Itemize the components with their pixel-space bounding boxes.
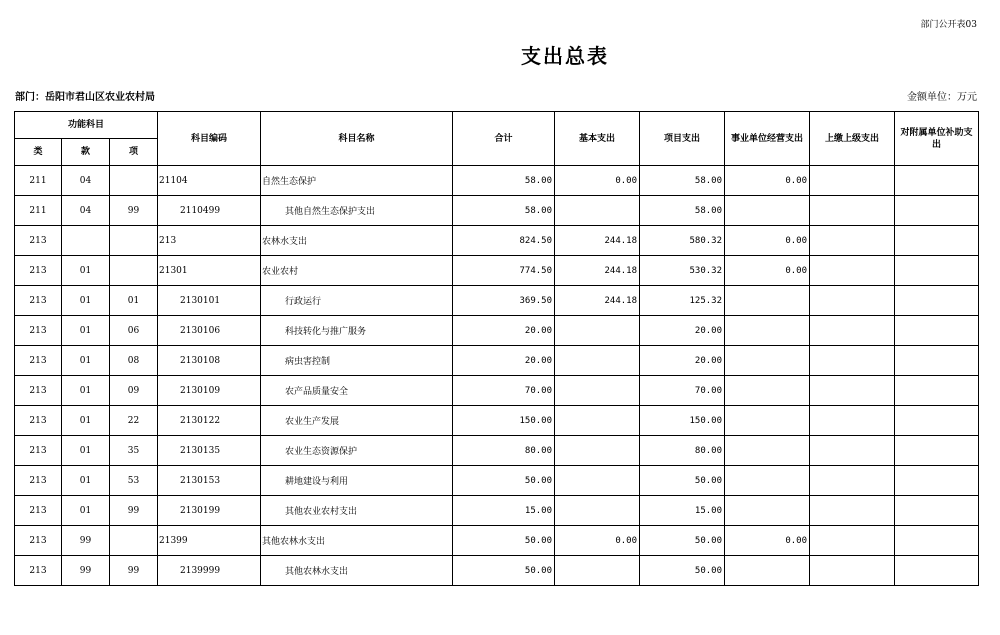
table-row xyxy=(15,226,979,256)
cell-kuan: 04 xyxy=(62,196,110,226)
cell-upper xyxy=(810,346,895,376)
cell-upper xyxy=(810,436,895,466)
cell-name: 自然生态保护 xyxy=(261,166,453,196)
header-total: 合计 xyxy=(453,112,555,166)
cell-lei: 211 xyxy=(15,196,62,226)
cell-xiang xyxy=(110,256,158,286)
cell-basic: 244.18 xyxy=(555,226,640,256)
cell-name: 农业农村 xyxy=(261,256,453,286)
cell-name: 农产品质量安全 xyxy=(261,376,453,406)
cell-enterprise xyxy=(725,466,810,496)
cell-basic: 244.18 xyxy=(555,286,640,316)
cell-total: 20.00 xyxy=(453,316,555,346)
cell-name: 其他自然生态保护支出 xyxy=(261,196,453,226)
header-code: 科目编码 xyxy=(158,112,261,166)
cell-subsidy xyxy=(895,406,979,436)
cell-basic xyxy=(555,406,640,436)
cell-xiang: 08 xyxy=(110,346,158,376)
cell-subsidy xyxy=(895,496,979,526)
cell-project: 58.00 xyxy=(640,166,725,196)
cell-enterprise xyxy=(725,436,810,466)
cell-code: 21301 xyxy=(158,256,261,286)
cell-code: 2130135 xyxy=(158,436,261,466)
cell-upper xyxy=(810,196,895,226)
cell-subsidy xyxy=(895,376,979,406)
cell-total: 15.00 xyxy=(453,496,555,526)
cell-code: 2110499 xyxy=(158,196,261,226)
table-header xyxy=(15,112,979,166)
cell-project: 58.00 xyxy=(640,196,725,226)
cell-name: 科技转化与推广服务 xyxy=(261,316,453,346)
cell-total: 369.50 xyxy=(453,286,555,316)
cell-xiang: 99 xyxy=(110,196,158,226)
cell-lei: 213 xyxy=(15,286,62,316)
header-name: 科目名称 xyxy=(261,112,453,166)
cell-xiang: 53 xyxy=(110,466,158,496)
cell-total: 774.50 xyxy=(453,256,555,286)
cell-project: 580.32 xyxy=(640,226,725,256)
cell-enterprise xyxy=(725,286,810,316)
cell-upper xyxy=(810,406,895,436)
cell-code: 2130153 xyxy=(158,466,261,496)
header-subsidy: 对附属单位补助支出 xyxy=(895,112,979,166)
cell-subsidy xyxy=(895,256,979,286)
cell-basic xyxy=(555,196,640,226)
cell-subsidy xyxy=(895,196,979,226)
table-row xyxy=(15,286,979,316)
cell-total: 58.00 xyxy=(453,166,555,196)
cell-name: 农业生态资源保护 xyxy=(261,436,453,466)
cell-code: 2139999 xyxy=(158,556,261,586)
cell-name: 耕地建设与利用 xyxy=(261,466,453,496)
cell-upper xyxy=(810,526,895,556)
cell-lei: 213 xyxy=(15,556,62,586)
cell-total: 824.50 xyxy=(453,226,555,256)
cell-name: 其他农业农村支出 xyxy=(261,496,453,526)
department-label: 部门：岳阳市君山区农业农村局 xyxy=(15,92,155,103)
header-enterprise: 事业单位经营支出 xyxy=(725,112,810,166)
cell-total: 50.00 xyxy=(453,556,555,586)
cell-subsidy xyxy=(895,166,979,196)
table-row xyxy=(15,256,979,286)
cell-upper xyxy=(810,226,895,256)
table-row xyxy=(15,406,979,436)
cell-xiang: 99 xyxy=(110,496,158,526)
cell-enterprise xyxy=(725,196,810,226)
cell-code: 213 xyxy=(158,226,261,256)
cell-lei: 213 xyxy=(15,436,62,466)
cell-name: 行政运行 xyxy=(261,286,453,316)
cell-xiang xyxy=(110,166,158,196)
cell-project: 125.32 xyxy=(640,286,725,316)
cell-lei: 213 xyxy=(15,526,62,556)
cell-lei: 213 xyxy=(15,226,62,256)
cell-enterprise xyxy=(725,316,810,346)
cell-lei: 213 xyxy=(15,316,62,346)
cell-upper xyxy=(810,466,895,496)
cell-upper xyxy=(810,376,895,406)
cell-name: 农林水支出 xyxy=(261,226,453,256)
table-row xyxy=(15,316,979,346)
cell-kuan: 01 xyxy=(62,376,110,406)
cell-subsidy xyxy=(895,316,979,346)
cell-kuan: 01 xyxy=(62,286,110,316)
cell-code: 2130109 xyxy=(158,376,261,406)
header-project: 项目支出 xyxy=(640,112,725,166)
table-row xyxy=(15,496,979,526)
table-row xyxy=(15,466,979,496)
form-number: 部门公开表03 xyxy=(920,20,977,30)
cell-lei: 213 xyxy=(15,466,62,496)
cell-name: 其他农林水支出 xyxy=(261,526,453,556)
header-func-subject: 功能科目 xyxy=(15,112,158,139)
table-row xyxy=(15,556,979,586)
cell-code: 2130122 xyxy=(158,406,261,436)
cell-xiang: 35 xyxy=(110,436,158,466)
cell-lei: 213 xyxy=(15,346,62,376)
header-lei: 类 xyxy=(15,139,62,166)
cell-total: 150.00 xyxy=(453,406,555,436)
cell-subsidy xyxy=(895,526,979,556)
cell-project: 150.00 xyxy=(640,406,725,436)
cell-project: 530.32 xyxy=(640,256,725,286)
cell-subsidy xyxy=(895,226,979,256)
table-row xyxy=(15,526,979,556)
cell-kuan: 04 xyxy=(62,166,110,196)
cell-xiang: 06 xyxy=(110,316,158,346)
expenditure-table xyxy=(14,111,979,586)
cell-total: 70.00 xyxy=(453,376,555,406)
cell-kuan: 99 xyxy=(62,526,110,556)
cell-subsidy xyxy=(895,466,979,496)
cell-kuan: 01 xyxy=(62,466,110,496)
table-body xyxy=(15,166,979,586)
cell-upper xyxy=(810,316,895,346)
cell-code: 21399 xyxy=(158,526,261,556)
cell-total: 80.00 xyxy=(453,436,555,466)
cell-kuan: 99 xyxy=(62,556,110,586)
cell-project: 15.00 xyxy=(640,496,725,526)
cell-upper xyxy=(810,166,895,196)
cell-kuan xyxy=(62,226,110,256)
cell-enterprise xyxy=(725,556,810,586)
cell-total: 50.00 xyxy=(453,526,555,556)
cell-total: 50.00 xyxy=(453,466,555,496)
cell-basic xyxy=(555,346,640,376)
cell-basic xyxy=(555,376,640,406)
cell-enterprise: 0.00 xyxy=(725,226,810,256)
cell-code: 2130108 xyxy=(158,346,261,376)
cell-basic xyxy=(555,316,640,346)
cell-upper xyxy=(810,496,895,526)
cell-upper xyxy=(810,286,895,316)
cell-enterprise: 0.00 xyxy=(725,256,810,286)
cell-xiang: 01 xyxy=(110,286,158,316)
cell-code: 2130101 xyxy=(158,286,261,316)
cell-name: 病虫害控制 xyxy=(261,346,453,376)
cell-enterprise xyxy=(725,406,810,436)
cell-kuan: 01 xyxy=(62,346,110,376)
table-row xyxy=(15,166,979,196)
cell-basic: 0.00 xyxy=(555,526,640,556)
cell-total: 20.00 xyxy=(453,346,555,376)
cell-project: 20.00 xyxy=(640,316,725,346)
cell-xiang xyxy=(110,526,158,556)
cell-subsidy xyxy=(895,346,979,376)
cell-xiang xyxy=(110,226,158,256)
cell-lei: 213 xyxy=(15,256,62,286)
cell-upper xyxy=(810,256,895,286)
cell-enterprise xyxy=(725,376,810,406)
cell-xiang: 99 xyxy=(110,556,158,586)
cell-basic: 244.18 xyxy=(555,256,640,286)
cell-lei: 213 xyxy=(15,406,62,436)
cell-kuan: 01 xyxy=(62,256,110,286)
cell-kuan: 01 xyxy=(62,316,110,346)
cell-basic xyxy=(555,436,640,466)
cell-kuan: 01 xyxy=(62,496,110,526)
table-row xyxy=(15,196,979,226)
cell-project: 50.00 xyxy=(640,466,725,496)
table-row xyxy=(15,376,979,406)
page-title: 支出总表 xyxy=(521,44,609,68)
cell-project: 20.00 xyxy=(640,346,725,376)
cell-kuan: 01 xyxy=(62,406,110,436)
header-kuan: 款 xyxy=(62,139,110,166)
cell-enterprise: 0.00 xyxy=(725,166,810,196)
header-xiang: 项 xyxy=(110,139,158,166)
cell-basic: 0.00 xyxy=(555,166,640,196)
cell-lei: 211 xyxy=(15,166,62,196)
cell-basic xyxy=(555,556,640,586)
cell-project: 50.00 xyxy=(640,556,725,586)
cell-kuan: 01 xyxy=(62,436,110,466)
cell-basic xyxy=(555,496,640,526)
cell-name: 农业生产发展 xyxy=(261,406,453,436)
cell-upper xyxy=(810,556,895,586)
cell-lei: 213 xyxy=(15,496,62,526)
cell-subsidy xyxy=(895,286,979,316)
cell-code: 2130106 xyxy=(158,316,261,346)
header-upper: 上缴上级支出 xyxy=(810,112,895,166)
header-basic: 基本支出 xyxy=(555,112,640,166)
cell-xiang: 09 xyxy=(110,376,158,406)
cell-enterprise xyxy=(725,496,810,526)
cell-lei: 213 xyxy=(15,376,62,406)
cell-name: 其他农林水支出 xyxy=(261,556,453,586)
cell-basic xyxy=(555,466,640,496)
cell-enterprise xyxy=(725,346,810,376)
cell-project: 50.00 xyxy=(640,526,725,556)
cell-subsidy xyxy=(895,436,979,466)
cell-project: 70.00 xyxy=(640,376,725,406)
cell-project: 80.00 xyxy=(640,436,725,466)
currency-unit-label: 金额单位：万元 xyxy=(907,92,977,103)
cell-code: 2130199 xyxy=(158,496,261,526)
cell-total: 58.00 xyxy=(453,196,555,226)
table-row xyxy=(15,346,979,376)
table-row xyxy=(15,436,979,466)
cell-code: 21104 xyxy=(158,166,261,196)
cell-enterprise: 0.00 xyxy=(725,526,810,556)
cell-subsidy xyxy=(895,556,979,586)
cell-xiang: 22 xyxy=(110,406,158,436)
